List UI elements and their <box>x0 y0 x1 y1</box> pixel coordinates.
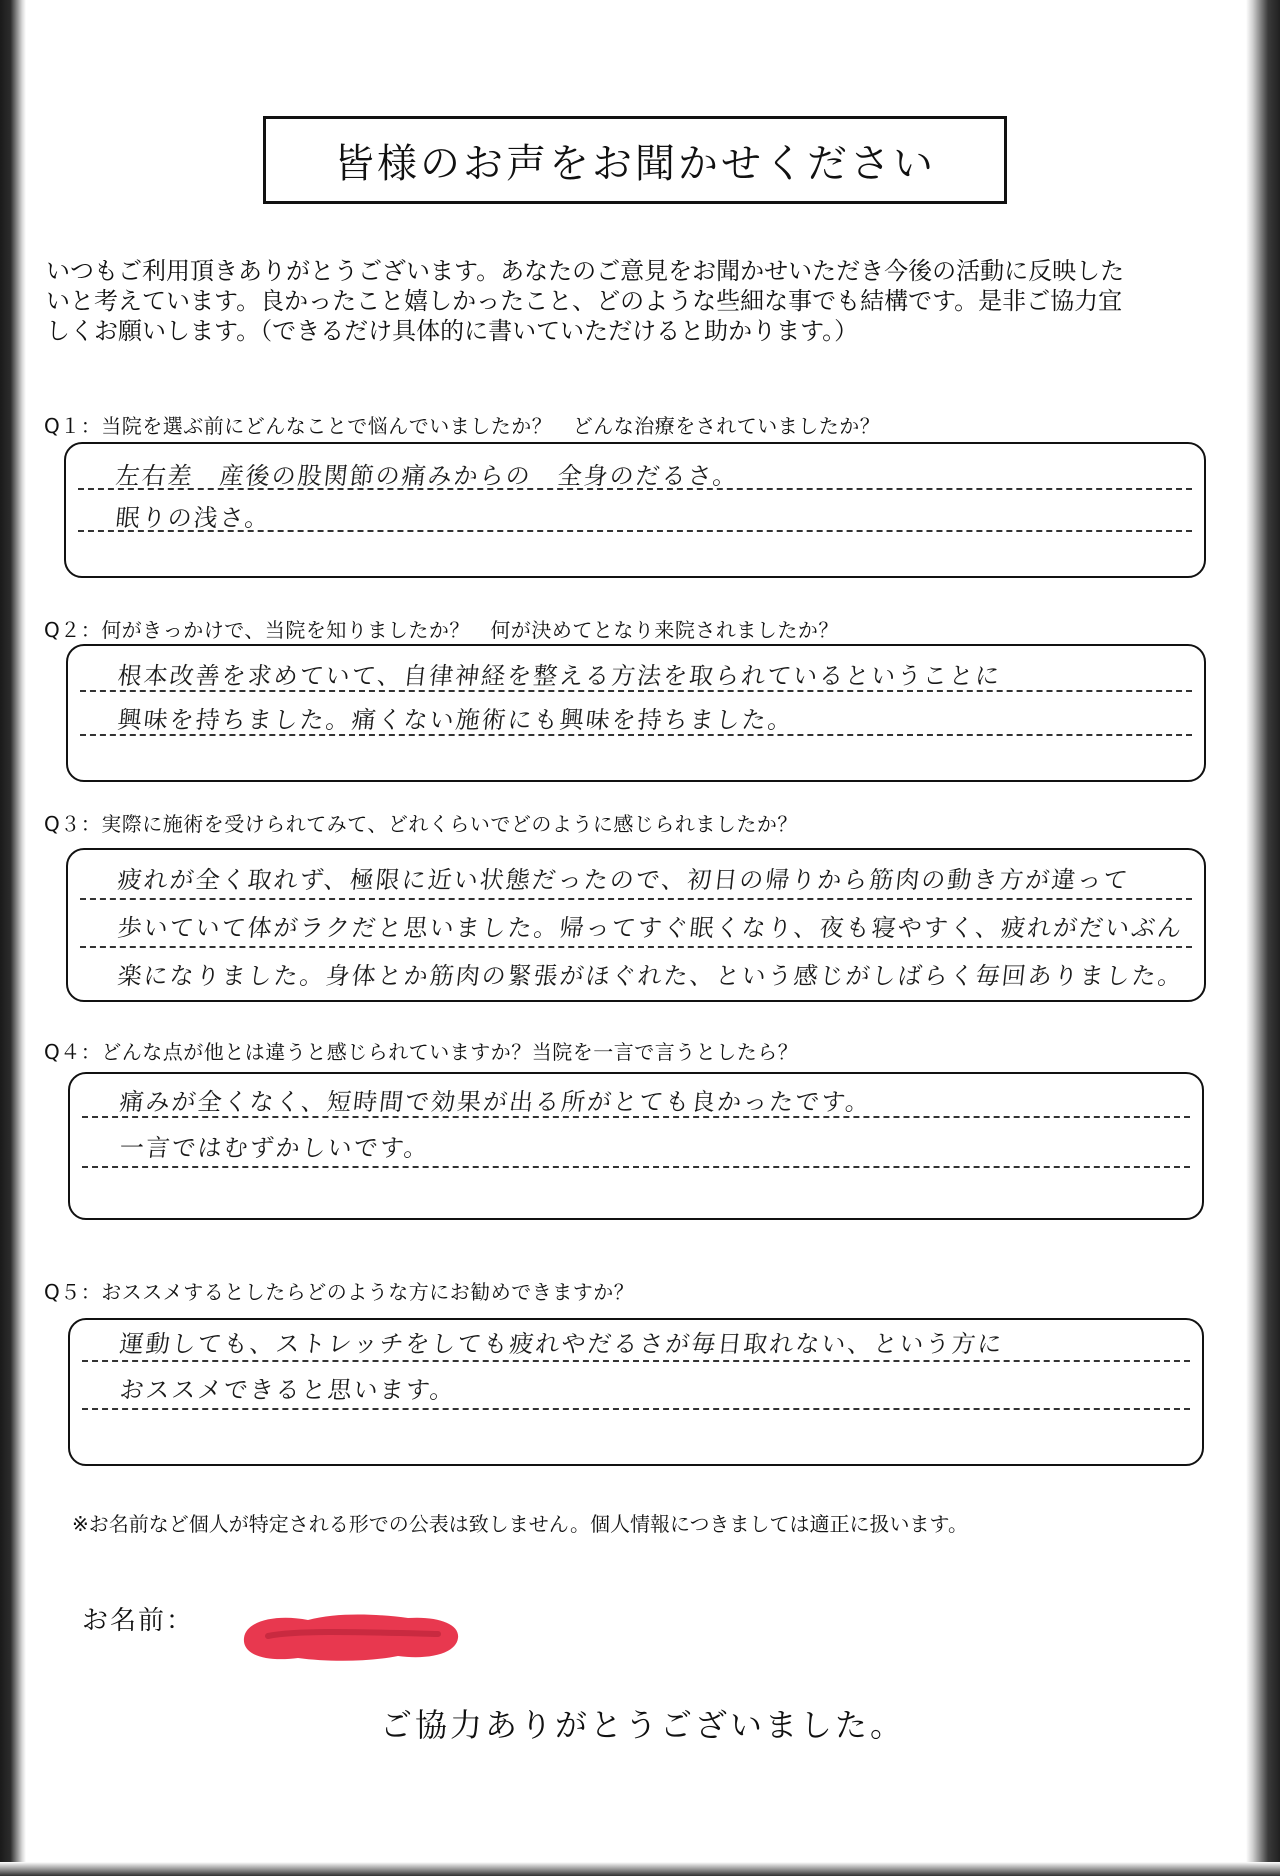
page-edge-shadow-bottom <box>0 1862 1280 1876</box>
closing-message: ご協力ありがとうございました。 <box>380 1706 906 1744</box>
page-edge-shadow-right <box>1246 0 1280 1876</box>
answer-line <box>82 1408 1190 1410</box>
name-redaction-mark <box>238 1610 464 1664</box>
answer-line <box>80 898 1192 900</box>
answer-4-line-1: 痛みが全くなく、短時間で効果が出る所がとても良かったです。 <box>118 1088 873 1116</box>
answer-2-line-1: 根本改善を求めていて、自律神経を整える方法を取られているということに <box>116 662 1003 690</box>
answer-box-5[interactable] <box>68 1318 1204 1466</box>
question-3-label: Q３：実際に施術を受けられてみて、どれくらいでどのように感じられましたか？ <box>44 812 798 836</box>
answer-box-1[interactable] <box>64 442 1206 578</box>
question-4-label: Q４：どんな点が他とは違うと感じられていますか？当院を一言で言うとしたら？ <box>44 1040 799 1064</box>
answer-box-3[interactable] <box>66 848 1206 1002</box>
answer-5-line-2: おススメできると思います。 <box>118 1376 458 1404</box>
answer-3-line-2: 歩いていて体がラクだと思いました。帰ってすぐ眠くなり、夜も寝やすく、疲れがだいぶん <box>116 914 1185 942</box>
question-5-label: Q５：おススメするとしたらどのような方にお勧めできますか？ <box>44 1280 635 1304</box>
answer-5-line-1: 運動しても、ストレッチをしても疲れやだるさが毎日取れない、という方に <box>118 1330 1005 1358</box>
answer-box-2[interactable] <box>66 644 1206 782</box>
answer-4-line-2: 一言ではむずかしいです。 <box>118 1134 432 1162</box>
form-title: 皆様のお声をお聞かせください <box>263 116 1007 204</box>
answer-line <box>82 1166 1190 1168</box>
answer-3-line-1: 疲れが全く取れず、極限に近い状態だったので、初日の帰りから筋肉の動き方が違って <box>116 866 1131 894</box>
answer-line <box>82 1360 1190 1362</box>
answer-box-4[interactable] <box>68 1072 1204 1220</box>
privacy-notice: ※お名前など個人が特定される形での公表は致しません。個人情報につきましては適正に扱います。 <box>72 1512 968 1536</box>
answer-line <box>80 946 1192 948</box>
question-1-label: Q１：当院を選ぶ前にどんなことで悩んでいましたか？ どんな治療をされていましたか？ <box>44 414 881 438</box>
answer-1-line-1: 左右差 産後の股関節の痛みからの 全身のだるさ。 <box>114 462 741 490</box>
intro-text: いつもご利用頂きありがとうございます。あなたのご意見をお聞かせいただき今後の活動に反映した いと考えています。良かったこと嬉しかったこと、どのような些細な事でも結構です。是非ご協力宜 しくお願いします。（できるだけ具体的に書いていただけると助かります。） <box>46 257 1125 345</box>
name-label: お名前： <box>82 1606 195 1636</box>
answer-2-line-2: 興味を持ちました。痛くない施術にも興味を持ちました。 <box>116 706 796 734</box>
question-2-label: Q２：何がきっかけで、当院を知りましたか？ 何が決めてとなり来院されましたか？ <box>44 618 839 642</box>
page-edge-shadow-left <box>0 0 26 1876</box>
answer-1-line-2: 眠りの浅さ。 <box>114 504 273 532</box>
answer-3-line-3: 楽になりました。身体とか筋肉の緊張がほぐれた、という感じがしばらく毎回ありました。 <box>116 962 1186 990</box>
